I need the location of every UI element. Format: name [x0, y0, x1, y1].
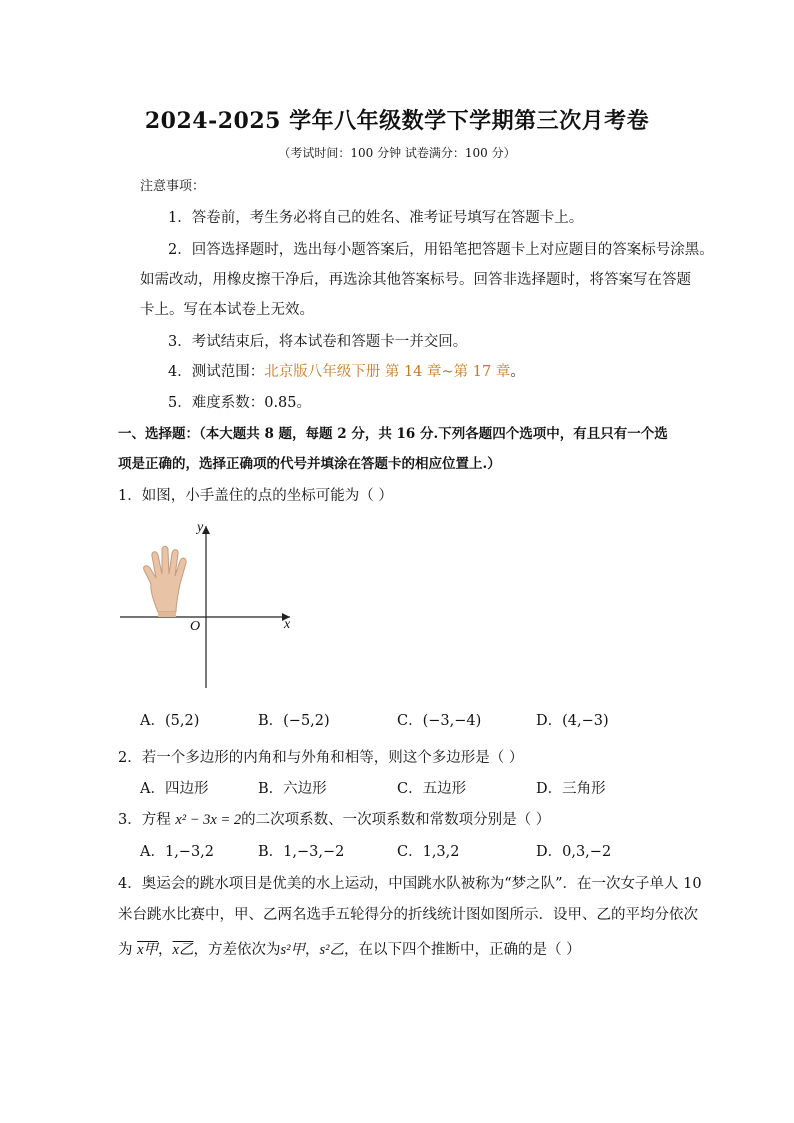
- q1-option-c: C．(−3,−4): [397, 713, 482, 729]
- notice-item-2-cont2: 卡上。写在本试卷上无效。: [140, 302, 314, 318]
- notice-item-2: 2．回答选择题时，选出每小题答案后，用铅笔把答题卡上对应题目的答案标号涂黑。: [168, 242, 714, 258]
- q3-stem: [118, 810, 550, 830]
- q4-comma: ，: [158, 942, 173, 958]
- q2-stem: 2．若一个多边形的内角和与外角和相等，则这个多边形是（ ）: [118, 750, 524, 766]
- q2-option-b: B．六边形: [258, 781, 327, 797]
- q1-option-d: D．(4,−3): [536, 713, 609, 729]
- q2-option-a: A．四边形: [140, 781, 209, 797]
- notice-heading: 注意事项：: [140, 179, 206, 194]
- hand-icon: [144, 546, 187, 617]
- notice-item-4: [168, 362, 525, 382]
- q4-line-3-end: ，在以下四个推断中，正确的是（ ）: [343, 942, 581, 958]
- q2-option-d: D．三角形: [536, 781, 606, 797]
- x-axis-label: x: [284, 617, 291, 632]
- variance-jia: s²甲: [280, 942, 305, 958]
- q1-stem: 1．如图，小手盖住的点的坐标可能为（ ）: [118, 488, 393, 504]
- notice-item-1: 1．答卷前，考生务必将自己的姓名、准考证号填写在答题卡上。: [168, 210, 584, 226]
- q4-comma-2: ，: [304, 942, 320, 958]
- q3-equation: x² − 3x = 2: [175, 812, 242, 828]
- mean-jia: x甲: [137, 942, 159, 958]
- notice-item-3: 3．考试结束后，将本试卷和答题卡一并交回。: [168, 334, 468, 350]
- q4-line-3: [118, 940, 581, 960]
- test-range-link: 北京版八年级下册 第 14 章~第 17 章: [264, 364, 511, 380]
- page-title: 2024-2025 学年八年级数学下学期第三次月考卷: [144, 108, 650, 134]
- q2-option-c: C．五边形: [397, 781, 467, 797]
- q4-line-2: 米台跳水比赛中，甲、乙两名选手五轮得分的折线统计图如图所示．设甲、乙的平均分依次: [118, 907, 698, 923]
- q4-line-1: 4．奥运会的跳水项目是优美的水上运动，中国跳水队被称为“梦之队”．在一次女子单人 10: [118, 876, 702, 892]
- q3-option-d: D．0,3,−2: [536, 844, 612, 860]
- q3-option-a: A．1,−3,2: [140, 844, 215, 860]
- section-heading-line2: 项是正确的，选择正确项的代号并填涂在答题卡的相应位置上.）: [118, 456, 501, 472]
- q1-option-a: A．(5,2): [140, 713, 200, 729]
- notice-item-5: 5．难度系数：0.85。: [168, 395, 312, 411]
- mean-yi: x乙: [172, 942, 194, 958]
- q3-stem-prefix: 3．方程: [118, 812, 176, 828]
- q4-line-3-mid: ，方差依次为: [193, 942, 281, 958]
- exam-info: （考试时间：100 分钟 试卷满分：100 分）: [278, 146, 516, 160]
- notice-item-4-suffix: 。: [510, 364, 525, 380]
- section-heading-line1: 一、选择题：（本大题共 8 题，每题 2 分，共 16 分.下列各题四个选项中，有且只有一个选: [118, 426, 668, 442]
- q3-option-c: C．1,3,2: [397, 844, 460, 860]
- q1-option-b: B．(−5,2): [258, 713, 330, 729]
- coordinate-figure: [110, 520, 310, 700]
- y-axis-label: y: [197, 520, 204, 535]
- notice-item-2-cont: 如需改动，用橡皮擦干净后，再选涂其他答案标号。回答非选择题时，将答案写在答题: [140, 272, 691, 288]
- variance-yi: s²乙: [319, 942, 344, 958]
- notice-item-4-prefix: 4．测试范围：: [168, 364, 265, 380]
- origin-label: O: [190, 619, 201, 634]
- q3-option-b: B．1,−3,−2: [258, 844, 345, 860]
- q4-line-3-start: 为: [118, 942, 138, 958]
- q3-stem-suffix: 的二次项系数、一次项系数和常数项分别是（ ）: [241, 812, 551, 828]
